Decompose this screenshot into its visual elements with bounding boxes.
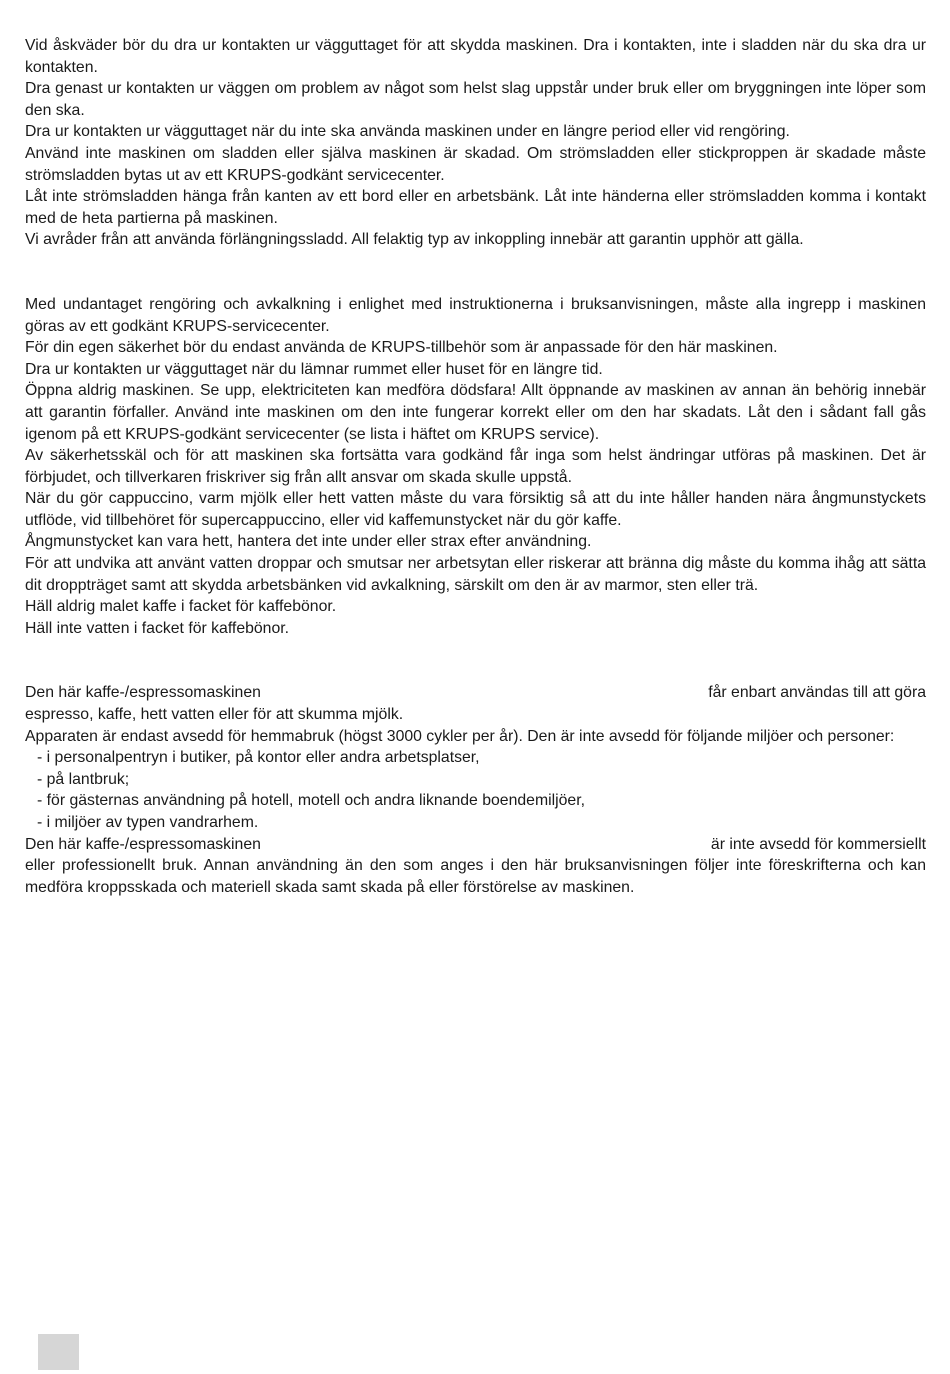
paragraph: För att undvika att använt vatten droppar och smutsar ner arbetsytan eller riskerar att bränna dig måste du komma ihåg att sätta dit droppträget samt att skydda arbetsbänken vid avkalkning, särskilt om den är av marmor, sten eller trä. [25, 555, 926, 594]
text-fragment: Den här kaffe-/espressomaskinen [25, 835, 261, 853]
paragraph: För din egen säkerhet bör du endast använda de KRUPS-tillbehör som är anpassade för den här maskinen. [25, 339, 778, 357]
section-general-safety [25, 294, 926, 640]
paragraph: Vid åskväder bör du dra ur kontakten ur vägguttaget för att skydda maskinen. Dra i kontakten, inte i sladden när du ska dra ur kontakten. [25, 37, 926, 76]
paragraph: espresso, kaffe, hett vatten eller för att skumma mjölk. [25, 706, 404, 724]
section-gap [25, 251, 926, 294]
text-fragment: får enbart användas till att göra [708, 684, 926, 702]
paragraph: Häll aldrig malet kaffe i facket för kaffebönor. [25, 598, 337, 616]
paragraph-line-split [25, 834, 926, 856]
list-item: - på lantbruk; [37, 770, 130, 788]
paragraph: Låt inte strömsladden hänga från kanten av ett bord eller en arbetsbänk. Låt inte händerna eller strömsladden komma i kontakt med de heta partierna på maskinen. [25, 188, 926, 227]
paragraph: När du gör cappuccino, varm mjölk eller hett vatten måste du vara försiktig så att du inte håller handen nära ångmunstyckets utflöde, vid tillbehöret för supercappuccino, eller vid kaffemunstycket när du gör kaffe. [25, 490, 926, 529]
text-fragment: är inte avsedd för kommersiellt [710, 835, 926, 853]
paragraph: Ångmunstycket kan vara hett, hantera det inte under eller strax efter användning. [25, 533, 592, 551]
text-fragment: Den här kaffe-/espressomaskinen [25, 684, 261, 702]
paragraph: Dra genast ur kontakten ur väggen om problem av något som helst slag uppstår under bruk eller om bryggningen inte löper som den ska. [25, 80, 926, 119]
list-item: - i personalpentryn i butiker, på kontor eller andra arbetsplatser, [37, 749, 480, 767]
section-intended-use [25, 682, 926, 898]
section-electrical-safety [25, 35, 926, 251]
paragraph: Vi avråder från att använda förlängningssladd. All felaktig typ av inkoppling innebär att garantin upphör att gälla. [25, 231, 804, 249]
paragraph: Dra ur kontakten ur vägguttaget när du inte ska använda maskinen under en längre period eller vid rengöring. [25, 123, 790, 141]
paragraph: eller professionellt bruk. Annan användning än den som anges i den här bruksanvisningen följer inte föreskrifterna och kan medföra kroppsskada och materiell skada samt skada på eller förstörelse av maskinen. [25, 857, 926, 896]
paragraph: Apparaten är endast avsedd för hemmabruk (högst 3000 cykler per år). Den är inte avsedd för följande miljöer och personer: [25, 727, 895, 745]
paragraph: Dra ur kontakten ur vägguttaget när du lämnar rummet eller huset för en längre tid. [25, 360, 603, 378]
paragraph: Av säkerhetsskäl och för att maskinen ska fortsätta vara godkänd får inga som helst ändringar utföras på maskinen. Det är förbjudet, och tillverkaren friskriver sig från allt ansvar om skada skulle uppstå. [25, 447, 926, 486]
document-page [25, 35, 926, 898]
paragraph-line-split [25, 682, 926, 704]
list-item: - för gästernas användning på hotell, motell och andra liknande boendemiljöer, [37, 792, 585, 810]
paragraph: Häll inte vatten i facket för kaffebönor. [25, 619, 290, 637]
list-item: - i miljöer av typen vandrarhem. [37, 814, 259, 831]
paragraph: Använd inte maskinen om sladden eller själva maskinen är skadad. Om strömsladden eller stickproppen är skadade måste strömsladden bytas ut av ett KRUPS-godkänt servicecenter. [25, 144, 926, 184]
section-gap [25, 639, 926, 682]
page-number-box [38, 1334, 79, 1370]
paragraph: Öppna aldrig maskinen. Se upp, elektriciteten kan medföra dödsfara! Allt öppnande av maskinen av annan än behörig innebär att garantin förfaller. Använd inte maskinen om den inte fungerar korrekt eller om den har skadats. Låt den i sådant fall gås igenom på ett KRUPS-godkänt servicecenter (se lista i häftet om KRUPS service). [25, 382, 926, 443]
paragraph: Med undantaget rengöring och avkalkning i enlighet med instruktionerna i bruksanvisningen, måste alla ingrepp i maskinen göras av ett godkänt KRUPS-servicecenter. [25, 295, 926, 335]
